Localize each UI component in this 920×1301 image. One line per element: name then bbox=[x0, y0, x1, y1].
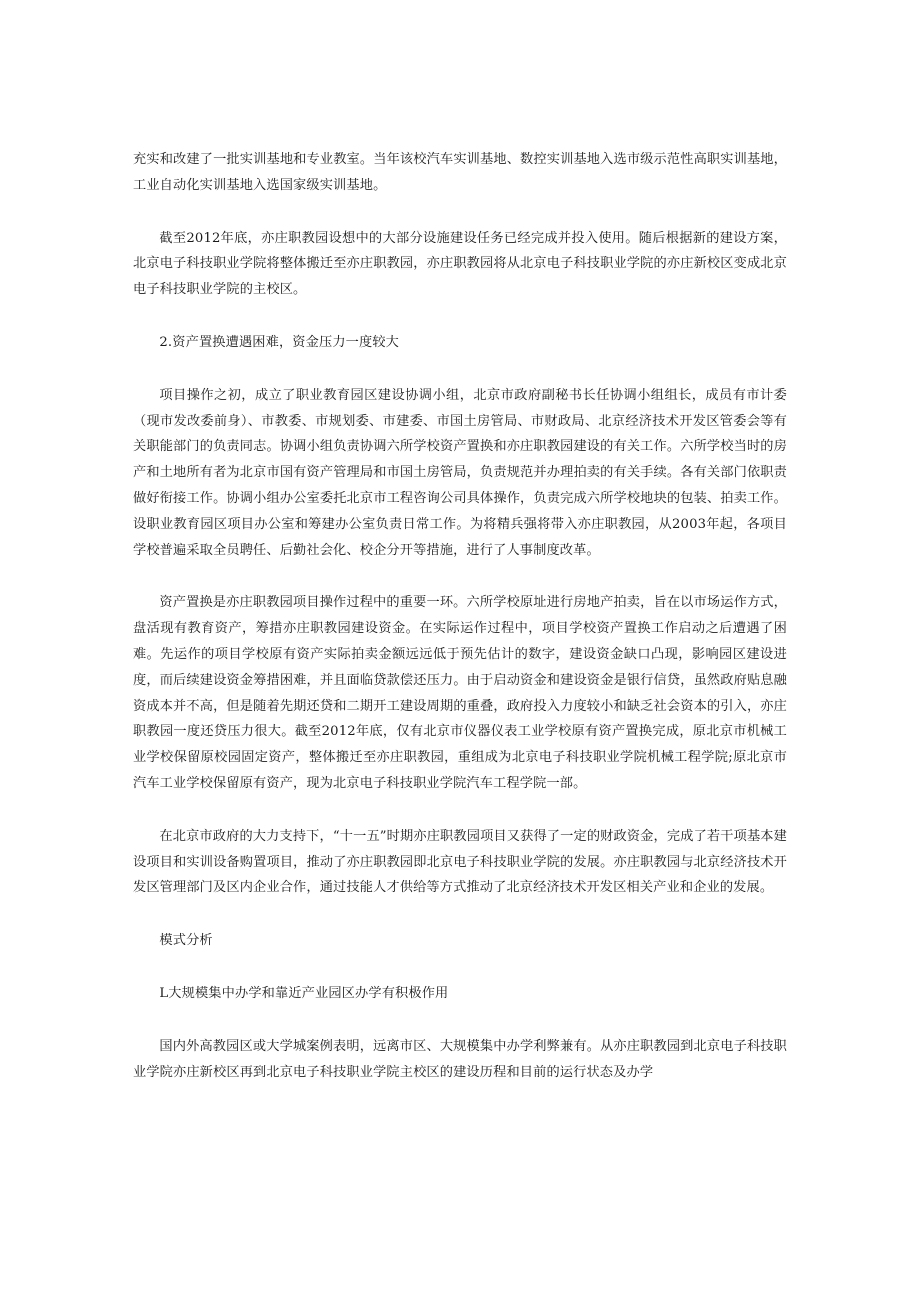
section-heading-model-analysis: 模式分析 bbox=[159, 933, 213, 949]
document-body bbox=[133, 147, 787, 1112]
paragraph-coordination-group: 项目操作之初，成立了职业教育园区建设协调小组，北京市政府副秘书长任协调小组组长，成员有市计委（现市发改委前身）、市教委、市规划委、市建委、市国土房管局、市财政局、北京经济技术开发区管委会等有关职能部门的负责同志。协调小组负责协调六所学校资产置换和亦庄职教园建设的有关工作。六所学校当时的房产和土地所有者为北京市国有资产管理局和市国土房管局，负责规范并办理拍卖的有关手续。各有关部门依职责做好衔接工作。协调小组办公室委托北京市工程咨询公司具体操作，负责完成六所学校地块的包装、拍卖工作。设职业教育园区项目办公室和筹建办公室负责日常工作。为将精兵强将带入亦庄职教园，从2003年起，各项目学校普遍采取全员聘任、后勤社会化、校企分开等措施，进行了人事制度改革。 bbox=[133, 387, 787, 558]
paragraph-asset-replacement: 资产置换是亦庄职教园项目操作过程中的重要一环。六所学校原址进行房地产拍卖，旨在以市场运作方式，盘活现有教育资产，筹措亦庄职教园建设资金。在实际运作过程中，项目学校资产置换工作启动之后遭遇了困难。先运作的项目学校原有资产实际拍卖金额远远低于预先估计的数字，建设资金缺口凸现，影响园区建设进度，而后续建设资金筹措困难，并且面临贷款偿还压力。由于启动资金和建设资金是银行信贷，虽然政府贴息融资成本并不高，但是随着先期还贷和二期开工建设周期的重叠，政府投入力度较小和缺乏社会资本的引入，亦庄职教园一度还贷压力很大。截至2012年底，仅有北京市仪器仪表工业学校原有资产置换完成，原北京市机械工业学校保留原校园固定资产，整体搬迁至亦庄职教园，重组成为北京电子科技职业学院机械工程学院;原北京市汽车工业学校保留原有资产，现为北京电子科技职业学院汽车工程学院一部。 bbox=[133, 595, 787, 791]
section-heading-asset-swap: 2.资产置换遭遇困难，资金压力一度较大 bbox=[159, 334, 400, 350]
paragraph-training-bases: 充实和改建了一批实训基地和专业教室。当年该校汽车实训基地、数控实训基地入选市级示范性高职实训基地，工业自动化实训基地入选国家级实训基地。 bbox=[133, 152, 787, 193]
paragraph-domestic-foreign-cases: 国内外高教园区或大学城案例表明，远离市区、大规模集中办学利弊兼有。从亦庄职教园到北京电子科技职业学院亦庄新校区再到北京电子科技职业学院主校区的建设历程和目前的运行状态及办学 bbox=[133, 1038, 787, 1080]
subsection-heading-concentrated-schooling: L大规模集中办学和靠近产业园区办学有积极作用 bbox=[159, 985, 449, 1001]
paragraph-government-support: 在北京市政府的大力支持下，“十一五”时期亦庄职教园项目又获得了一定的财政资金，完成了若干项基本建设项目和实训设备购置项目，推动了亦庄职教园即北京电子科技职业学院的发展。亦庄职教园与北京经济技术开发区管理部门及区内企业合作，通过技能人才供给等方式推动了北京经济技术开发区相关产业和企业的发展。 bbox=[133, 828, 787, 896]
paragraph-2012-progress: 截至2012年底，亦庄职教园设想中的大部分设施建设任务已经完成并投入使用。随后根据新的建设方案，北京电子科技职业学院将整体搬迁至亦庄职教园，亦庄职教园将从北京电子科技职业学院的亦庄新校区变成北京电子科技职业学院的主校区。 bbox=[133, 230, 787, 298]
